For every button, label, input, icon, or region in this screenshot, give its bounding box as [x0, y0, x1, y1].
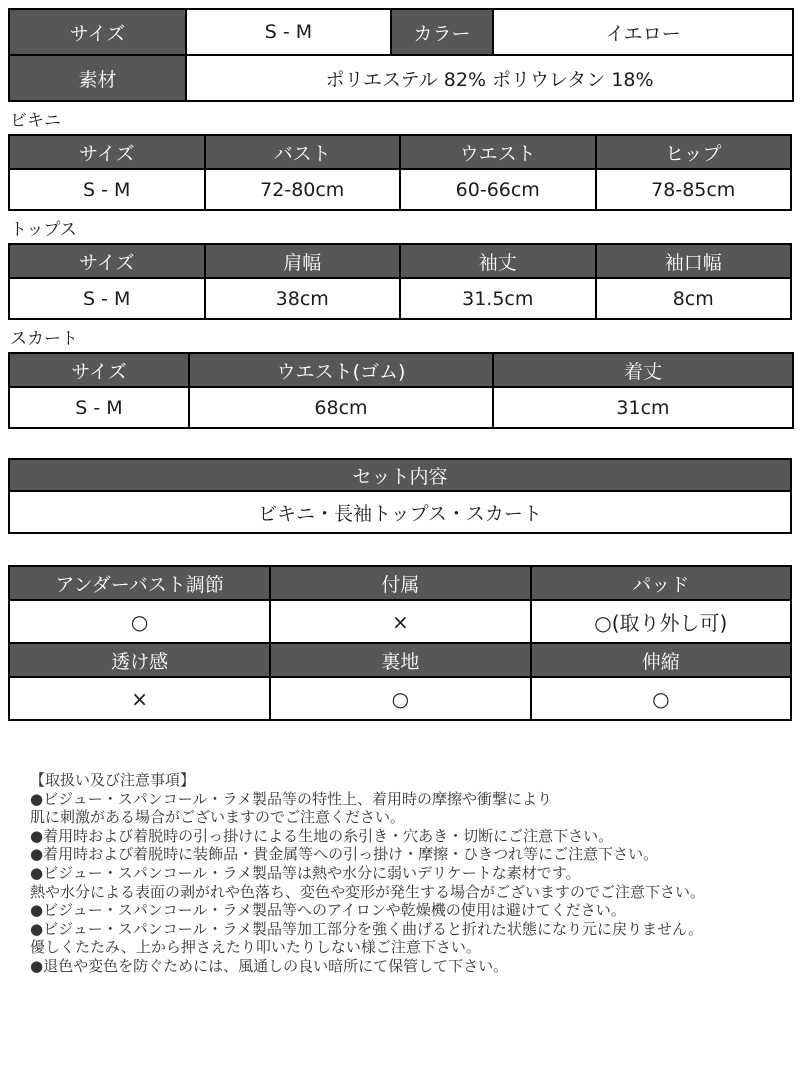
set-contents-value: ビキニ・長袖トップス・スカート — [9, 491, 791, 533]
care-note-line: ●ビジュー・スパンコール・ラメ製品等へのアイロンや乾燥機の使用は避けてください。 — [30, 901, 626, 920]
bikini-col-header: ヒップ — [596, 135, 792, 169]
bikini-col-header: サイズ — [9, 135, 205, 169]
bikini-value-cell: 60-66cm — [400, 169, 596, 210]
bikini-value-cell: S - M — [9, 169, 205, 210]
bikini-measurements-table — [8, 134, 792, 211]
skirt-value-cell: 31cm — [493, 387, 793, 428]
care-note-line: ●着用時および着脱時に装飾品・貴金属等への引っ掛け・摩擦・ひきつれ等にご注意下さい。 — [30, 845, 659, 864]
pad-value: ○(取り外し可) — [531, 600, 791, 643]
material-value-cell: ポリエステル 82% ポリウレタン 18% — [186, 55, 793, 101]
accessory-value: × — [270, 600, 530, 643]
care-note-line: 肌に刺激がある場合がございますのでご注意ください。 — [30, 808, 406, 827]
skirt-value-cell: 68cm — [189, 387, 493, 428]
tops-col-header: サイズ — [9, 244, 205, 278]
stretch-value: ○ — [531, 677, 791, 720]
tops-value-cell: 38cm — [205, 278, 401, 319]
skirt-section-label: スカート — [10, 329, 78, 349]
tops-col-header: 肩幅 — [205, 244, 401, 278]
sheerness-header: 透け感 — [9, 643, 270, 677]
color-value-cell: イエロー — [493, 9, 793, 55]
bikini-value-cell: 72-80cm — [205, 169, 401, 210]
skirt-value-cell: S - M — [9, 387, 189, 428]
skirt-col-header: 着丈 — [493, 353, 793, 387]
set-contents-header: セット内容 — [9, 459, 791, 491]
lining-value: ○ — [270, 677, 530, 720]
pad-header: パッド — [531, 566, 791, 600]
underbust-adjust-header: アンダーバスト調節 — [9, 566, 270, 600]
tops-col-header: 袖口幅 — [596, 244, 792, 278]
care-note-line: 熱や水分による表面の剥がれや色落ち、変色や変形が発生する場合がございますのでご注意下さい。 — [30, 882, 706, 901]
bikini-col-header: ウエスト — [400, 135, 596, 169]
color-header-cell: カラー — [391, 9, 493, 55]
features-table — [8, 565, 792, 721]
tops-section-label: トップス — [10, 220, 77, 240]
care-note-line: ●着用時および着脱時の引っ掛けによる生地の糸引き・穴あき・切断にご注意下さい。 — [30, 826, 614, 845]
skirt-col-header: サイズ — [9, 353, 189, 387]
bikini-col-header: バスト — [205, 135, 401, 169]
accessory-header: 付属 — [270, 566, 530, 600]
size-header-cell: サイズ — [9, 9, 186, 55]
stretch-header: 伸縮 — [531, 643, 791, 677]
material-header-cell: 素材 — [9, 55, 186, 101]
care-note-line: ●退色や変色を防ぐためには、風通しの良い暗所にて保管して下さい。 — [30, 956, 509, 975]
size-color-material-table — [8, 8, 794, 102]
bikini-value-cell: 78-85cm — [596, 169, 792, 210]
tops-value-cell: 8cm — [596, 278, 792, 319]
care-note-line: 優しくたたみ、上から押さえたり叩いたりしない様ご注意下さい。 — [30, 938, 481, 957]
care-note-line: ●ビジュー・スパンコール・ラメ製品等は熱や水分に弱いデリケートな素材です。 — [30, 863, 581, 882]
set-contents-table — [8, 458, 792, 534]
care-notes — [30, 771, 772, 976]
skirt-col-header: ウエスト(ゴム) — [189, 353, 493, 387]
care-notes-title: 【取扱い及び注意事項】 — [30, 771, 196, 789]
lining-header: 裏地 — [270, 643, 530, 677]
tops-measurements-table — [8, 243, 792, 320]
sheerness-value: × — [9, 677, 270, 720]
care-note-line: ●ビジュー・スパンコール・ラメ製品等の特性上、着用時の摩擦や衝撃により — [30, 789, 553, 808]
skirt-measurements-table — [8, 352, 794, 429]
bikini-section-label: ビキニ — [10, 111, 61, 131]
size-value-cell: S - M — [186, 9, 391, 55]
care-note-line: ●ビジュー・スパンコール・ラメ製品等加工部分を強く曲げると折れた状態になり元に戻りません。 — [30, 919, 703, 938]
tops-value-cell: 31.5cm — [400, 278, 596, 319]
tops-value-cell: S - M — [9, 278, 205, 319]
tops-col-header: 袖丈 — [400, 244, 596, 278]
underbust-adjust-value: ○ — [9, 600, 270, 643]
